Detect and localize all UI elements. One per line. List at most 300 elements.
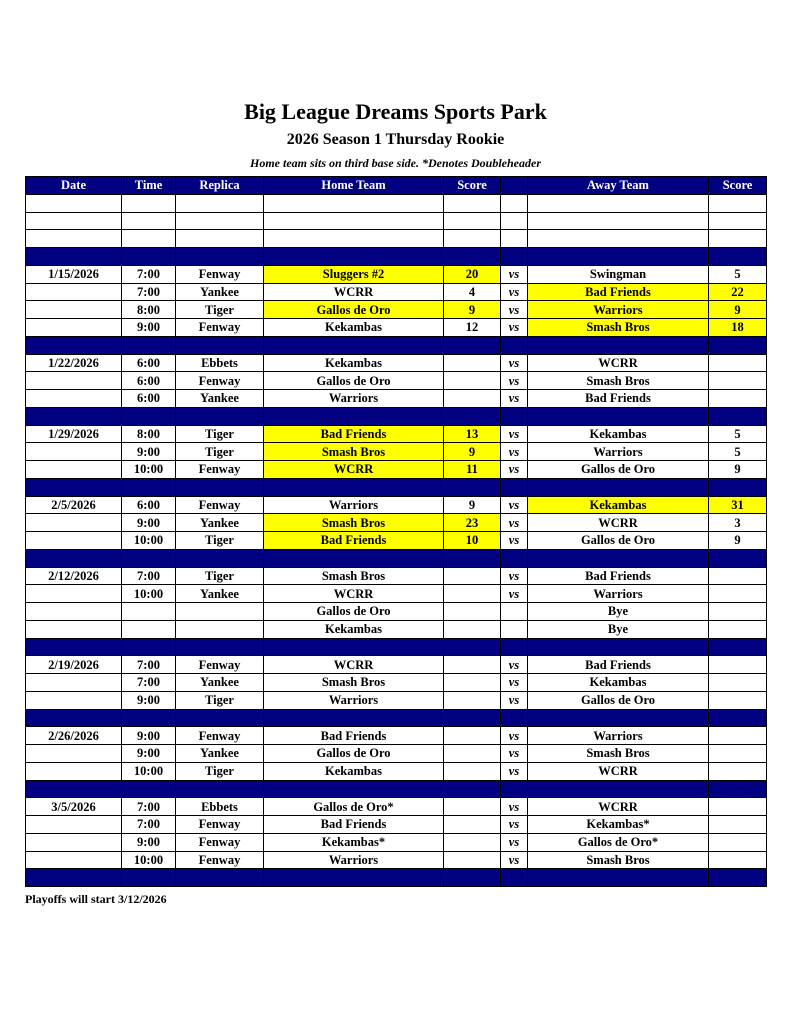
col-header-away-team: Away Team — [528, 177, 709, 195]
separator-cell — [528, 780, 709, 798]
game-date — [26, 319, 122, 337]
away-score: 18 — [709, 319, 767, 337]
game-field: Yankee — [176, 390, 264, 408]
game-field: Fenway — [176, 461, 264, 479]
home-team: Smash Bros — [264, 567, 444, 585]
vs-label: vs — [501, 585, 528, 603]
vs-label: vs — [501, 372, 528, 390]
vs-label: vs — [501, 461, 528, 479]
home-team: Gallos de Oro — [264, 372, 444, 390]
page-title: Big League Dreams Sports Park — [244, 99, 547, 124]
separator-cell — [26, 478, 122, 496]
game-time: 9:00 — [122, 443, 176, 461]
home-team — [264, 230, 444, 248]
home-team: Gallos de Oro — [264, 301, 444, 319]
separator-cell — [501, 869, 528, 887]
separator-cell — [26, 407, 122, 425]
game-field: Fenway — [176, 319, 264, 337]
home-score — [444, 230, 501, 248]
home-score: 10 — [444, 532, 501, 550]
away-score — [709, 762, 767, 780]
separator-cell — [528, 869, 709, 887]
home-score — [444, 674, 501, 692]
separator-cell — [528, 407, 709, 425]
home-team: Smash Bros — [264, 514, 444, 532]
game-field: Ebbets — [176, 354, 264, 372]
home-team — [264, 194, 444, 212]
game-date: 3/5/2026 — [26, 798, 122, 816]
week-separator — [26, 709, 767, 727]
home-team: Bad Friends — [264, 727, 444, 745]
away-team: WCRR — [528, 514, 709, 532]
away-team: Bad Friends — [528, 283, 709, 301]
vs-label: vs — [501, 390, 528, 408]
game-field: Fenway — [176, 833, 264, 851]
home-score: 13 — [444, 425, 501, 443]
game-field: Yankee — [176, 283, 264, 301]
separator-cell — [176, 248, 264, 266]
away-team: Smash Bros — [528, 851, 709, 869]
home-score — [444, 745, 501, 763]
away-team: Bad Friends — [528, 567, 709, 585]
game-time: 9:00 — [122, 319, 176, 337]
separator-cell — [122, 780, 176, 798]
separator-cell — [444, 478, 501, 496]
separator-cell — [528, 709, 709, 727]
away-team: Swingman — [528, 265, 709, 283]
col-header-away-score: Score — [709, 177, 767, 195]
table-row — [26, 585, 767, 603]
home-score: 4 — [444, 283, 501, 301]
separator-cell — [501, 407, 528, 425]
vs-label: vs — [501, 496, 528, 514]
separator-cell — [122, 549, 176, 567]
game-field: Tiger — [176, 567, 264, 585]
game-date — [26, 230, 122, 248]
game-field: Fenway — [176, 372, 264, 390]
away-score — [709, 567, 767, 585]
away-team: Gallos de Oro — [528, 691, 709, 709]
game-date — [26, 514, 122, 532]
home-score — [444, 798, 501, 816]
schedule-note: Home team sits on third base side. *Denotes Doubleheader — [250, 156, 541, 170]
separator-cell — [26, 336, 122, 354]
separator-cell — [444, 407, 501, 425]
separator-cell — [709, 407, 767, 425]
vs-label: vs — [501, 745, 528, 763]
game-date — [26, 691, 122, 709]
home-score — [444, 851, 501, 869]
away-score — [709, 620, 767, 638]
game-field: Fenway — [176, 727, 264, 745]
home-team: Bad Friends — [264, 816, 444, 834]
away-team: Warriors — [528, 727, 709, 745]
away-team: WCRR — [528, 762, 709, 780]
game-time: 10:00 — [122, 851, 176, 869]
home-team: Gallos de Oro — [264, 745, 444, 763]
game-field: Yankee — [176, 745, 264, 763]
away-score — [709, 851, 767, 869]
game-date — [26, 461, 122, 479]
game-time: 9:00 — [122, 727, 176, 745]
vs-label: vs — [501, 283, 528, 301]
home-score — [444, 372, 501, 390]
week-separator — [26, 549, 767, 567]
separator-cell — [709, 248, 767, 266]
game-date — [26, 816, 122, 834]
separator-cell — [264, 780, 444, 798]
away-score — [709, 798, 767, 816]
game-time: 7:00 — [122, 656, 176, 674]
table-row — [26, 301, 767, 319]
separator-cell — [264, 407, 444, 425]
game-time — [122, 603, 176, 621]
week-separator — [26, 248, 767, 266]
away-team — [528, 194, 709, 212]
game-time — [122, 194, 176, 212]
game-field — [176, 194, 264, 212]
away-team: Smash Bros — [528, 745, 709, 763]
separator-cell — [444, 248, 501, 266]
separator-cell — [122, 336, 176, 354]
away-team: Gallos de Oro* — [528, 833, 709, 851]
game-field: Yankee — [176, 674, 264, 692]
game-field: Ebbets — [176, 798, 264, 816]
table-row — [26, 390, 767, 408]
away-score — [709, 656, 767, 674]
away-score — [709, 372, 767, 390]
table-row — [26, 851, 767, 869]
separator-cell — [264, 869, 444, 887]
table-row — [26, 194, 767, 212]
separator-cell — [122, 638, 176, 656]
game-time: 6:00 — [122, 354, 176, 372]
week-separator — [26, 336, 767, 354]
separator-cell — [528, 478, 709, 496]
game-field: Tiger — [176, 425, 264, 443]
home-team: Kekambas — [264, 319, 444, 337]
game-time: 10:00 — [122, 585, 176, 603]
home-score: 9 — [444, 301, 501, 319]
col-header-vs — [501, 177, 528, 195]
separator-cell — [264, 709, 444, 727]
game-field: Fenway — [176, 265, 264, 283]
game-date — [26, 745, 122, 763]
separator-cell — [444, 709, 501, 727]
table-row — [26, 656, 767, 674]
table-row — [26, 762, 767, 780]
separator-cell — [528, 549, 709, 567]
vs-label: vs — [501, 816, 528, 834]
home-score: 9 — [444, 496, 501, 514]
game-field: Tiger — [176, 301, 264, 319]
home-team: Bad Friends — [264, 532, 444, 550]
table-row — [26, 265, 767, 283]
table-row — [26, 230, 767, 248]
home-team: Kekambas — [264, 354, 444, 372]
vs-label: vs — [501, 567, 528, 585]
separator-cell — [176, 709, 264, 727]
home-team: WCRR — [264, 283, 444, 301]
game-date: 2/5/2026 — [26, 496, 122, 514]
table-row — [26, 691, 767, 709]
separator-cell — [528, 248, 709, 266]
separator-cell — [709, 478, 767, 496]
home-team: Warriors — [264, 851, 444, 869]
separator-cell — [501, 709, 528, 727]
separator-cell — [709, 869, 767, 887]
away-team: Bye — [528, 620, 709, 638]
home-team: WCRR — [264, 656, 444, 674]
game-date — [26, 620, 122, 638]
away-team — [528, 212, 709, 230]
home-score: 20 — [444, 265, 501, 283]
away-score — [709, 230, 767, 248]
separator-cell — [26, 780, 122, 798]
vs-label: vs — [501, 674, 528, 692]
table-row — [26, 727, 767, 745]
home-score — [444, 727, 501, 745]
game-time: 6:00 — [122, 390, 176, 408]
separator-cell — [528, 638, 709, 656]
away-team: Bad Friends — [528, 656, 709, 674]
game-date — [26, 532, 122, 550]
away-score — [709, 603, 767, 621]
col-header-home-score: Score — [444, 177, 501, 195]
table-row — [26, 212, 767, 230]
away-team: Kekambas — [528, 425, 709, 443]
away-team: Gallos de Oro — [528, 532, 709, 550]
away-team — [528, 230, 709, 248]
home-score: 23 — [444, 514, 501, 532]
separator-cell — [709, 638, 767, 656]
away-score: 5 — [709, 265, 767, 283]
away-team: WCRR — [528, 354, 709, 372]
away-team: Smash Bros — [528, 372, 709, 390]
away-score: 5 — [709, 443, 767, 461]
vs-label — [501, 620, 528, 638]
game-date — [26, 194, 122, 212]
away-score — [709, 674, 767, 692]
away-team: Bye — [528, 603, 709, 621]
separator-cell — [501, 478, 528, 496]
week-separator — [26, 478, 767, 496]
playoffs-note: Playoffs will start 3/12/2026 — [25, 892, 167, 906]
away-team: Warriors — [528, 301, 709, 319]
game-date — [26, 443, 122, 461]
separator-cell — [122, 407, 176, 425]
away-score: 3 — [709, 514, 767, 532]
away-score — [709, 585, 767, 603]
home-score — [444, 194, 501, 212]
game-time: 6:00 — [122, 372, 176, 390]
game-date — [26, 585, 122, 603]
game-time: 10:00 — [122, 532, 176, 550]
vs-label: vs — [501, 656, 528, 674]
home-team: WCRR — [264, 461, 444, 479]
home-score: 9 — [444, 443, 501, 461]
week-separator — [26, 407, 767, 425]
separator-cell — [444, 549, 501, 567]
home-team: Smash Bros — [264, 443, 444, 461]
home-score — [444, 816, 501, 834]
separator-cell — [444, 780, 501, 798]
home-team: Kekambas* — [264, 833, 444, 851]
game-field — [176, 603, 264, 621]
table-row — [26, 532, 767, 550]
home-score — [444, 656, 501, 674]
game-date — [26, 603, 122, 621]
separator-cell — [444, 638, 501, 656]
table-row — [26, 425, 767, 443]
home-score — [444, 567, 501, 585]
separator-cell — [26, 869, 122, 887]
table-header-row — [26, 177, 767, 195]
away-score — [709, 745, 767, 763]
week-separator — [26, 780, 767, 798]
vs-label: vs — [501, 514, 528, 532]
week-separator — [26, 869, 767, 887]
table-row — [26, 319, 767, 337]
away-score — [709, 833, 767, 851]
away-team: Warriors — [528, 443, 709, 461]
home-score — [444, 691, 501, 709]
home-team — [264, 212, 444, 230]
vs-label: vs — [501, 727, 528, 745]
vs-label — [501, 212, 528, 230]
vs-label: vs — [501, 762, 528, 780]
separator-cell — [501, 780, 528, 798]
home-team: Sluggers #2 — [264, 265, 444, 283]
schedule-table — [25, 176, 767, 887]
game-time: 8:00 — [122, 425, 176, 443]
game-date — [26, 674, 122, 692]
vs-label — [501, 230, 528, 248]
game-time: 7:00 — [122, 674, 176, 692]
table-row — [26, 354, 767, 372]
away-score: 9 — [709, 532, 767, 550]
separator-cell — [264, 248, 444, 266]
away-score: 22 — [709, 283, 767, 301]
col-header-date: Date — [26, 177, 122, 195]
game-time: 7:00 — [122, 798, 176, 816]
game-date — [26, 762, 122, 780]
away-score — [709, 390, 767, 408]
vs-label: vs — [501, 851, 528, 869]
separator-cell — [26, 549, 122, 567]
away-score — [709, 354, 767, 372]
game-field — [176, 620, 264, 638]
separator-cell — [122, 248, 176, 266]
separator-cell — [709, 336, 767, 354]
separator-cell — [444, 336, 501, 354]
game-time — [122, 230, 176, 248]
game-date — [26, 301, 122, 319]
home-team: Smash Bros — [264, 674, 444, 692]
separator-cell — [176, 869, 264, 887]
home-score — [444, 620, 501, 638]
separator-cell — [122, 709, 176, 727]
game-time: 7:00 — [122, 567, 176, 585]
separator-cell — [176, 407, 264, 425]
separator-cell — [176, 478, 264, 496]
home-score: 11 — [444, 461, 501, 479]
away-score: 31 — [709, 496, 767, 514]
game-field: Fenway — [176, 851, 264, 869]
home-team: Kekambas — [264, 762, 444, 780]
separator-cell — [444, 869, 501, 887]
home-team: Kekambas — [264, 620, 444, 638]
away-score: 9 — [709, 461, 767, 479]
table-row — [26, 674, 767, 692]
schedule-body — [26, 194, 767, 886]
home-team: Gallos de Oro — [264, 603, 444, 621]
vs-label: vs — [501, 798, 528, 816]
table-row — [26, 372, 767, 390]
col-header-home-team: Home Team — [264, 177, 444, 195]
game-field: Tiger — [176, 443, 264, 461]
table-row — [26, 833, 767, 851]
table-row — [26, 514, 767, 532]
vs-label: vs — [501, 833, 528, 851]
game-field: Tiger — [176, 691, 264, 709]
separator-cell — [501, 549, 528, 567]
separator-cell — [176, 336, 264, 354]
game-date — [26, 212, 122, 230]
separator-cell — [176, 638, 264, 656]
game-date — [26, 851, 122, 869]
game-time: 9:00 — [122, 833, 176, 851]
table-row — [26, 461, 767, 479]
game-date: 1/22/2026 — [26, 354, 122, 372]
home-score — [444, 354, 501, 372]
separator-cell — [264, 638, 444, 656]
separator-cell — [709, 780, 767, 798]
table-row — [26, 620, 767, 638]
table-row — [26, 443, 767, 461]
game-time: 8:00 — [122, 301, 176, 319]
home-team: Bad Friends — [264, 425, 444, 443]
game-time: 7:00 — [122, 816, 176, 834]
separator-cell — [122, 478, 176, 496]
game-time: 6:00 — [122, 496, 176, 514]
vs-label — [501, 194, 528, 212]
vs-label — [501, 603, 528, 621]
separator-cell — [264, 549, 444, 567]
home-score — [444, 833, 501, 851]
separator-cell — [501, 336, 528, 354]
separator-cell — [528, 336, 709, 354]
game-time: 9:00 — [122, 514, 176, 532]
separator-cell — [264, 336, 444, 354]
game-time: 7:00 — [122, 283, 176, 301]
table-row — [26, 567, 767, 585]
home-score — [444, 585, 501, 603]
separator-cell — [709, 709, 767, 727]
season-subtitle: 2026 Season 1 Thursday Rookie — [286, 131, 505, 148]
game-time — [122, 212, 176, 230]
away-team: Smash Bros — [528, 319, 709, 337]
game-field: Yankee — [176, 514, 264, 532]
table-row — [26, 496, 767, 514]
game-time: 7:00 — [122, 265, 176, 283]
table-row — [26, 816, 767, 834]
game-date — [26, 390, 122, 408]
table-row — [26, 283, 767, 301]
game-field: Fenway — [176, 816, 264, 834]
separator-cell — [26, 709, 122, 727]
game-time: 9:00 — [122, 691, 176, 709]
